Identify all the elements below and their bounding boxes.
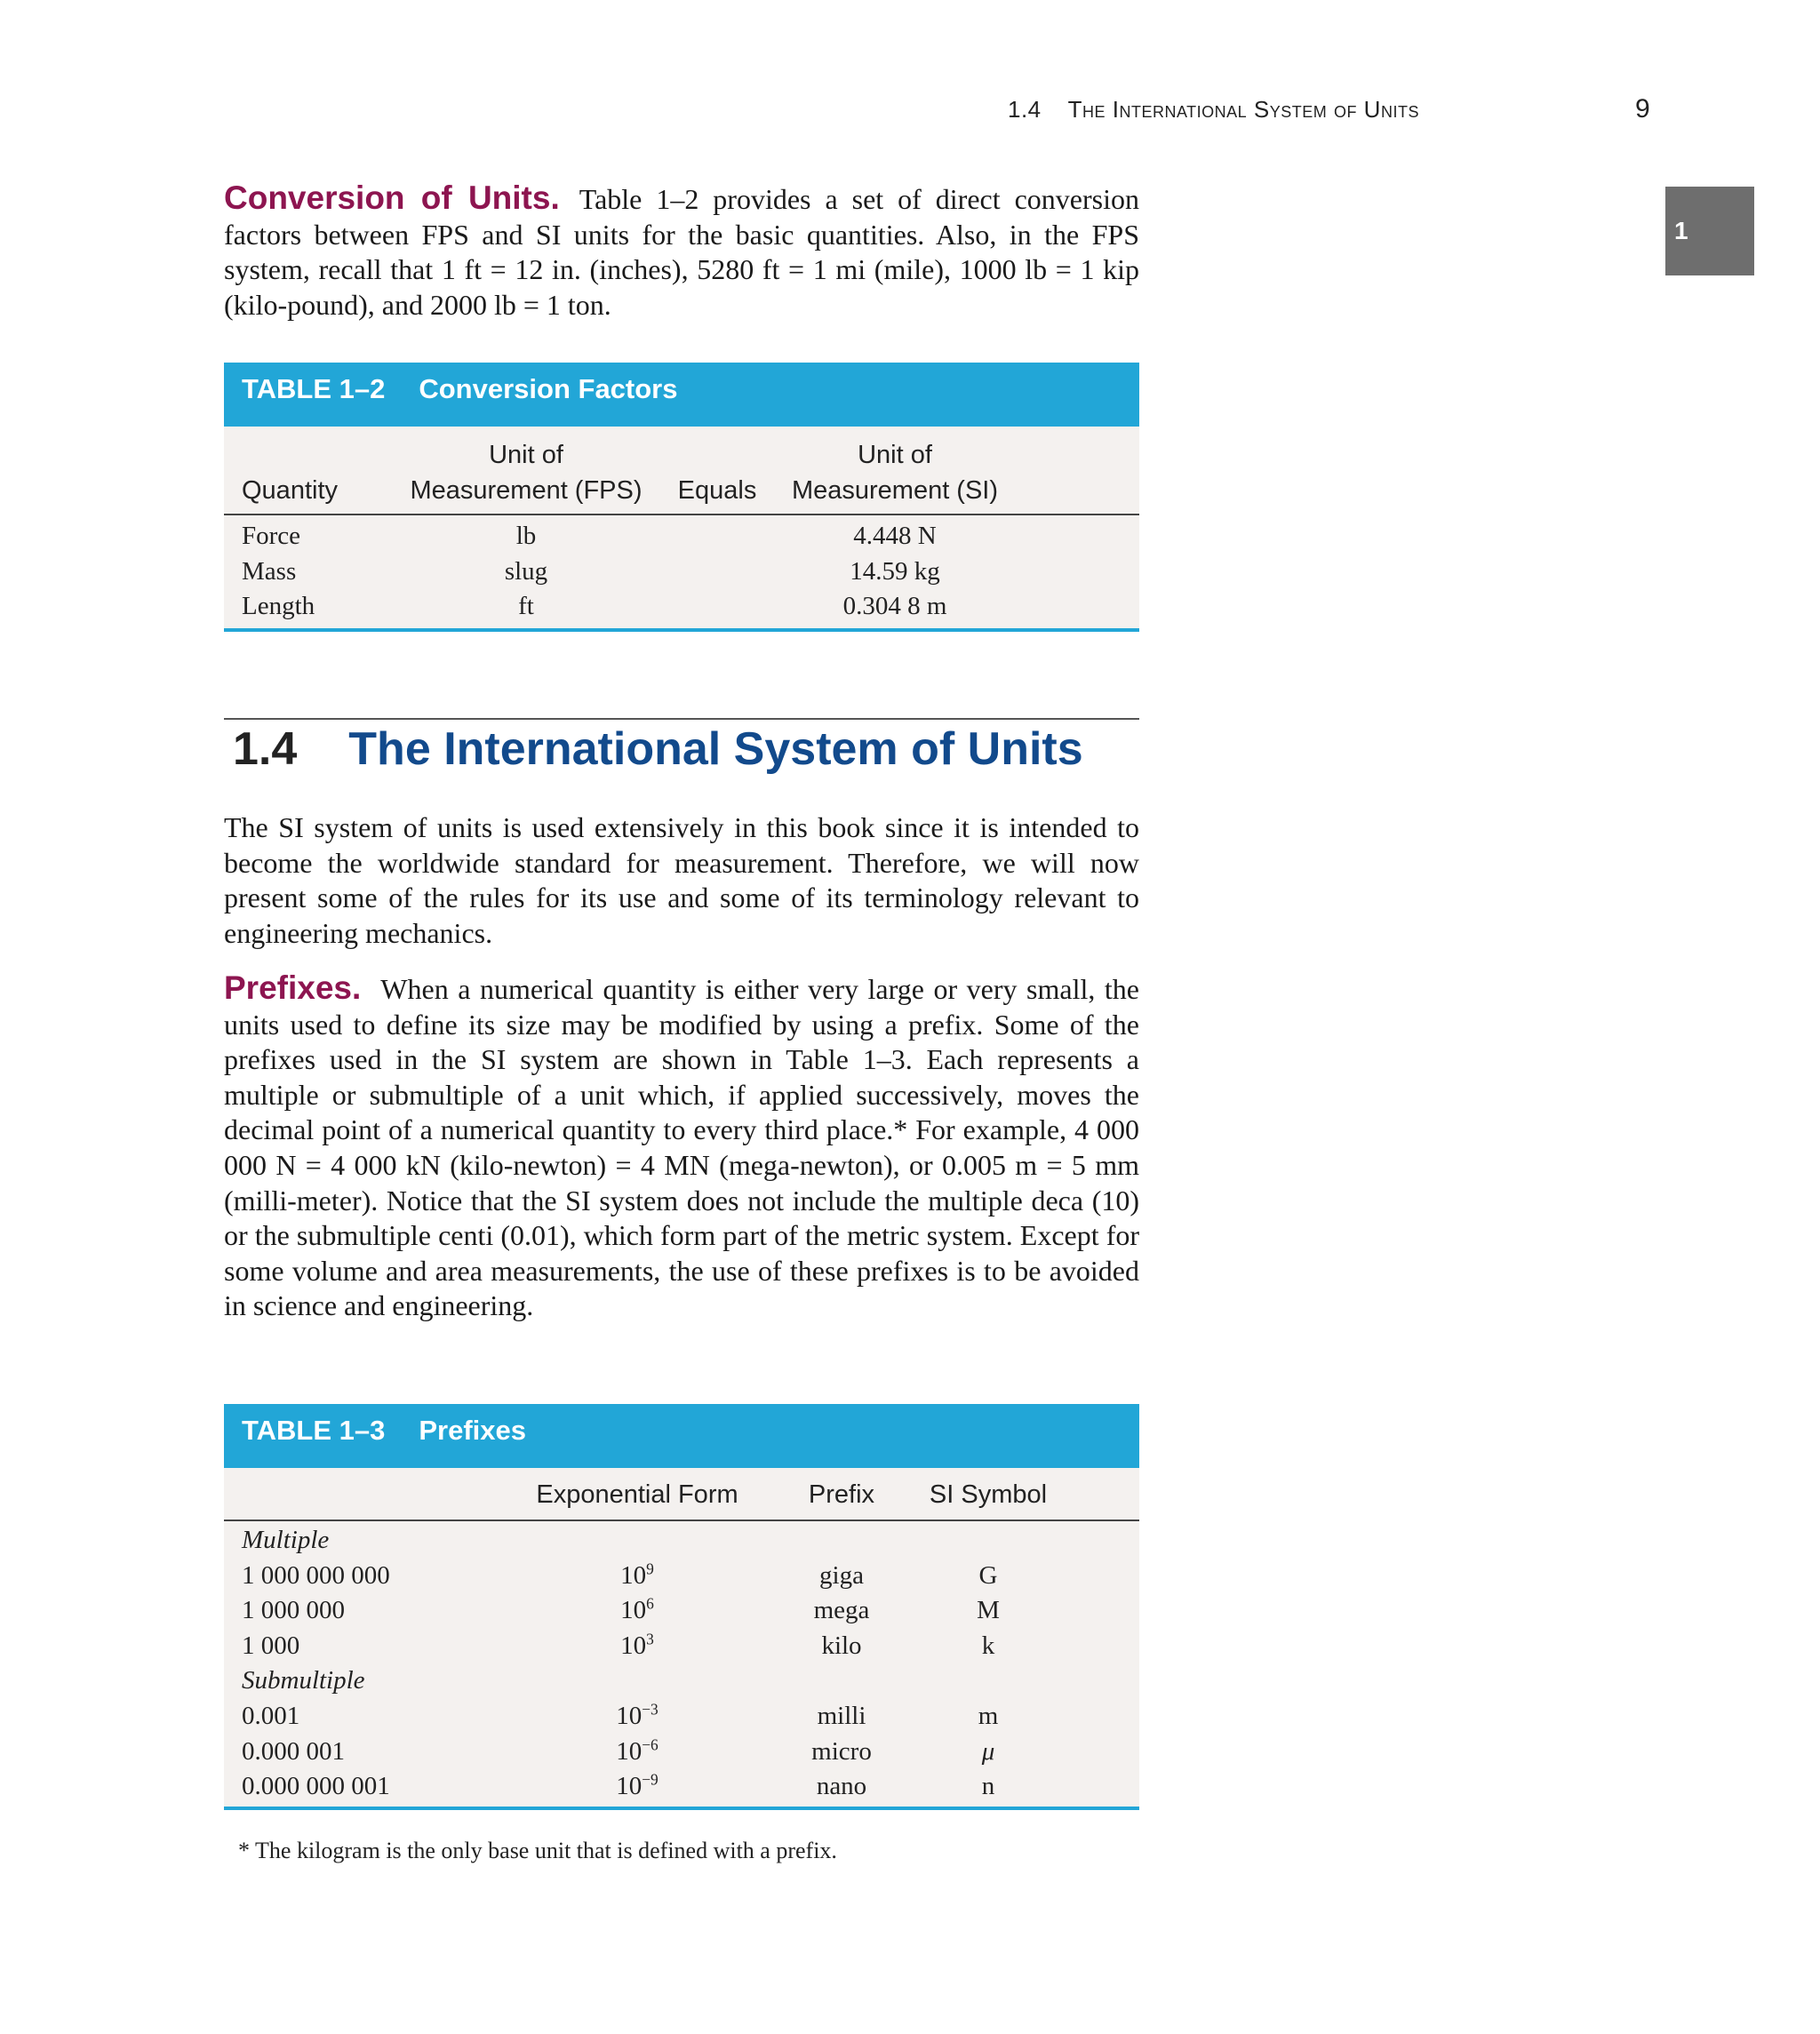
cell-prefix: mega <box>813 1596 870 1625</box>
cell-value: 0.000 001 <box>242 1736 345 1766</box>
group-row-submultiple <box>224 1663 1139 1699</box>
cell-exponential <box>491 1735 784 1770</box>
group-label-submultiple: Submultiple <box>242 1666 365 1695</box>
table-1-3-title-bar <box>224 1404 1139 1468</box>
exp-power: 9 <box>646 1559 654 1577</box>
conversion-lead: Conversion of Units. <box>224 179 560 216</box>
prefixes-text: When a numerical quantity is either very large or very small, the units used to define its size may be modified by using a prefix. Some of the prefixes used in the SI system are shown in Table 1–3. Each represents a multiple or submultiple of a unit which, if applied successively, moves the decimal point of a numerical quantity to every third place.* For example, 4 000 000 N = 4 000 kN (kilo-newton) = 4 MN (mega-newton), or 0.005 m = 5 mm (milli-meter). Notice that the SI system does not include the multiple deca (10) or the submultiple centi (0.01), which form part of the metric system. Except for some volume and area measurements, the use of these prefixes is to be avoided in science and engineering. <box>224 973 1139 1322</box>
table-row <box>224 554 1139 590</box>
conversion-paragraph <box>224 180 1139 323</box>
section-number: 1.4 <box>233 723 298 775</box>
group-label-multiple: Multiple <box>242 1526 330 1554</box>
table-row <box>224 1735 1139 1770</box>
cell-prefix: micro <box>811 1736 872 1766</box>
table-row <box>224 1559 1139 1594</box>
cell-fps: slug <box>504 556 548 586</box>
header-si-top: Unit of <box>858 441 932 469</box>
table-header-row <box>224 1468 1139 1520</box>
exp-power: −9 <box>642 1770 659 1789</box>
table-row <box>224 514 1139 554</box>
cell-exponential <box>491 1559 784 1594</box>
cell-prefix: nano <box>816 1772 867 1801</box>
table-1-3 <box>224 1404 1139 1810</box>
table-row <box>224 1699 1139 1735</box>
header-prefix: Prefix <box>784 1468 899 1520</box>
cell-value: 0.000 000 001 <box>242 1772 390 1801</box>
header-equals: Equals <box>651 473 784 514</box>
header-quantity: Quantity <box>224 473 402 514</box>
table-header-row <box>224 473 1139 514</box>
table-1-3-number: TABLE 1–3 <box>242 1415 386 1446</box>
cell-fps: ft <box>518 592 534 621</box>
table-1-2-title: Conversion Factors <box>419 373 678 404</box>
table-1-3-body <box>224 1468 1139 1810</box>
table-1-2-number: TABLE 1–2 <box>242 373 386 404</box>
exp-power: 6 <box>646 1594 654 1613</box>
table-row <box>224 1629 1139 1664</box>
cell-symbol: k <box>981 1631 995 1660</box>
intro-section <box>224 810 1139 951</box>
cell-quantity: Force <box>242 522 301 550</box>
running-header-section: 1.4 <box>1008 96 1042 123</box>
section-heading <box>233 722 1083 776</box>
exp-power: 3 <box>646 1630 654 1648</box>
table-row <box>224 589 1139 628</box>
prefixes-table <box>224 1468 1139 1807</box>
section-title: The International System of Units <box>348 723 1083 775</box>
cell-exponential <box>491 1629 784 1664</box>
exp-base: 10 <box>616 1701 643 1730</box>
cell-quantity: Length <box>242 592 315 621</box>
cell-value: 1 000 000 <box>242 1596 345 1625</box>
cell-si: 4.448 N <box>853 522 937 550</box>
cell-exponential <box>491 1699 784 1735</box>
header-fps-top: Unit of <box>489 441 563 469</box>
section-rule <box>224 718 1139 720</box>
table-1-2-title-bar <box>224 363 1139 427</box>
group-row-multiple <box>224 1520 1139 1559</box>
header-si-bottom: Measurement (SI) <box>784 473 1006 514</box>
cell-symbol: μ <box>981 1736 995 1766</box>
footnote: * The kilogram is the only base unit that is defined with a prefix. <box>238 1838 837 1863</box>
chapter-tab: 1 <box>1665 187 1754 275</box>
cell-exponential <box>491 1769 784 1807</box>
exp-base: 10 <box>620 1560 647 1590</box>
exp-base: 10 <box>620 1631 647 1660</box>
table-row <box>224 1593 1139 1629</box>
prefixes-section <box>224 970 1139 1324</box>
exp-base: 10 <box>620 1596 647 1625</box>
prefixes-paragraph <box>224 970 1139 1324</box>
cell-si: 0.304 8 m <box>842 592 947 621</box>
exp-base: 10 <box>616 1772 643 1801</box>
header-fps-bottom: Measurement (FPS) <box>402 473 651 514</box>
conversion-table <box>224 427 1139 628</box>
conversion-text: Table 1–2 provides a set of direct conversion factors between FPS and SI units for the basic quantities. Also, in the FPS system, recall that 1 ft = 12 in. (inches), 5280 ft = 1 mi (mile), 1000 lb = 1 kip (kilo-pound), and 2000 lb = 1 ton. <box>224 183 1139 321</box>
cell-value: 1 000 <box>242 1631 300 1660</box>
conversion-section <box>224 180 1139 323</box>
page-number: 9 <box>1635 94 1650 124</box>
table-1-2-body <box>224 427 1139 632</box>
cell-quantity: Mass <box>242 556 297 586</box>
cell-prefix: kilo <box>821 1631 862 1660</box>
cell-symbol: M <box>977 1596 1000 1625</box>
running-header-title: The International System of Units <box>1067 96 1419 123</box>
header-exponential: Exponential Form <box>491 1468 784 1520</box>
table-1-2 <box>224 363 1139 632</box>
exp-base: 10 <box>616 1736 643 1766</box>
cell-value: 0.001 <box>242 1701 300 1730</box>
cell-symbol: G <box>978 1560 998 1590</box>
cell-symbol: m <box>978 1701 999 1730</box>
cell-value: 1 000 000 000 <box>242 1560 390 1590</box>
prefixes-lead: Prefixes. <box>224 969 362 1006</box>
exp-power: −3 <box>642 1700 659 1719</box>
table-header-row-top <box>224 427 1139 473</box>
cell-si: 14.59 kg <box>850 556 940 586</box>
exp-power: −6 <box>642 1735 659 1753</box>
cell-prefix: milli <box>817 1701 866 1730</box>
cell-prefix: giga <box>819 1560 864 1590</box>
cell-symbol: n <box>981 1772 995 1801</box>
cell-exponential <box>491 1593 784 1629</box>
intro-paragraph: The SI system of units is used extensively in this book since it is intended to become the worldwide standard for measurement. Therefore, we will now present some of the rules for its use and some of its terminology relevant to engineering mechanics. <box>224 811 1139 949</box>
header-si-symbol: SI Symbol <box>899 1468 1077 1520</box>
running-header <box>1008 96 1419 124</box>
cell-fps: lb <box>515 522 537 550</box>
table-1-3-title: Prefixes <box>419 1415 526 1446</box>
table-row <box>224 1769 1139 1807</box>
